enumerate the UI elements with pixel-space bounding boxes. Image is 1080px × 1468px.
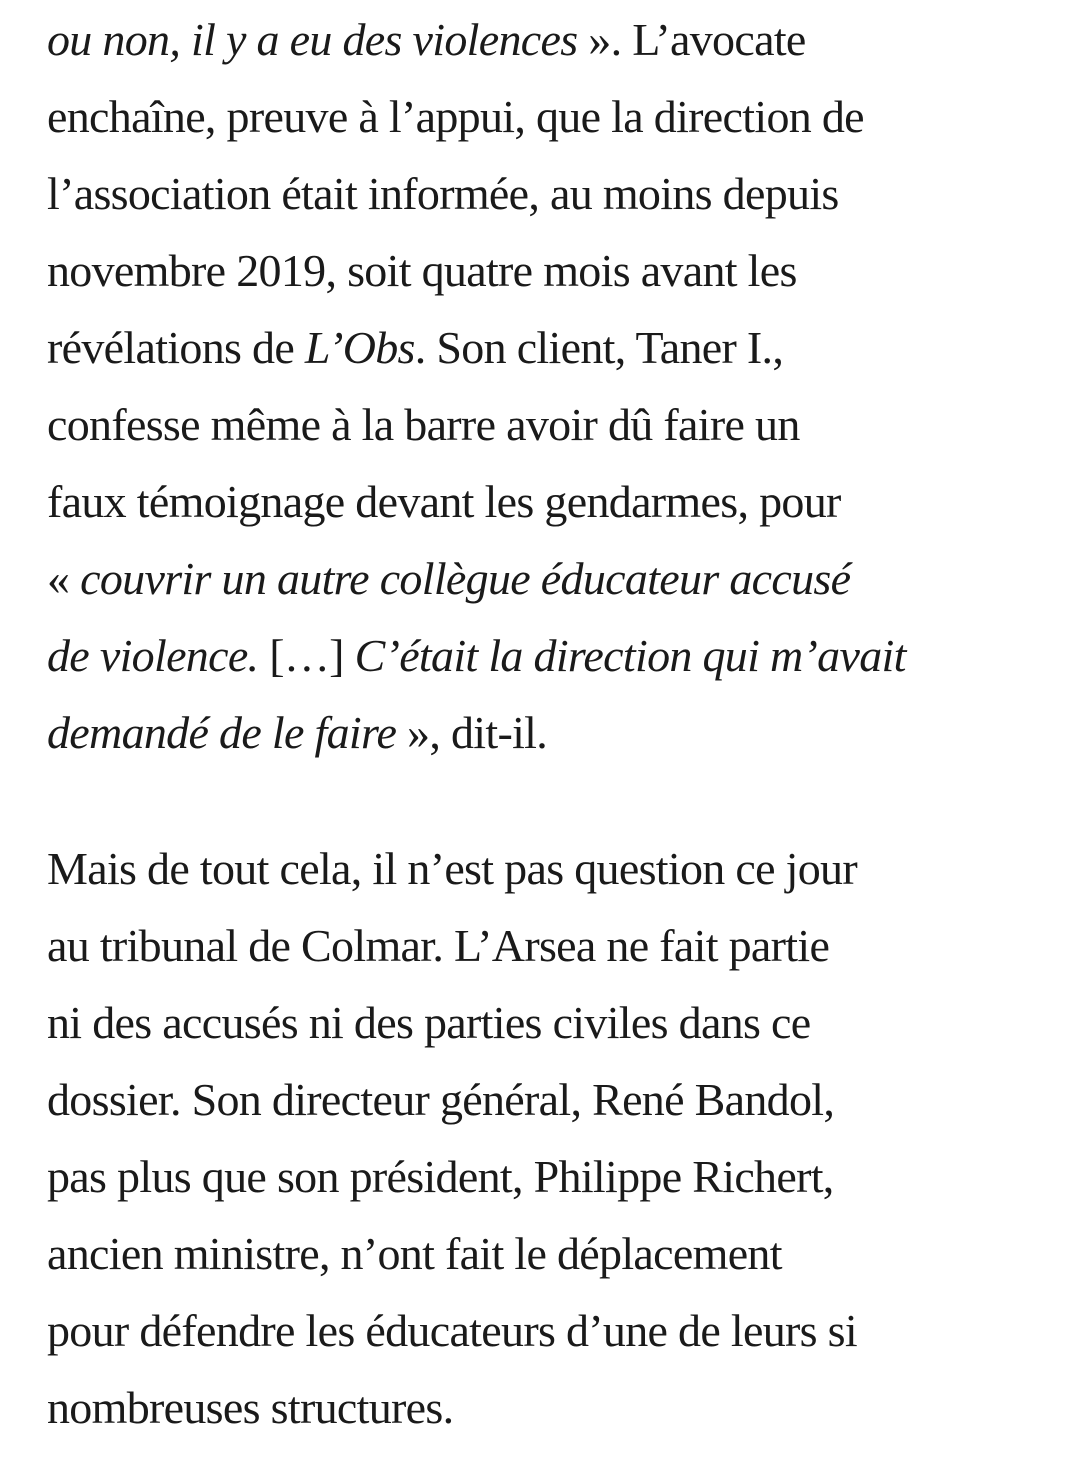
text-line [47,463,1040,540]
italic-quote-text: demandé de le faire [47,707,397,758]
text-line [47,907,1040,984]
text-line [47,386,1040,463]
italic-quote-text: C’était la direction qui m’avait [354,630,906,681]
italic-quote-text: de violence. [47,630,270,681]
text-line [47,1292,1040,1369]
italic-quote-text: couvrir un autre collègue éducateur accusé [80,553,851,604]
text-segment: ». L’avocate [577,14,806,65]
text-segment: ni des accusés ni des parties civiles dans ce [47,997,811,1048]
text-line [47,1,1040,78]
text-line [47,617,1040,694]
text-line [47,540,1040,617]
text-line [47,694,1040,771]
text-line [47,78,1040,155]
text-segment: pour défendre les éducateurs d’une de leurs si [47,1305,857,1356]
text-segment: dossier. Son directeur général, René Bandol, [47,1074,835,1125]
text-segment: « [47,553,81,604]
article-body [47,1,1040,1446]
text-segment: confesse même à la barre avoir dû faire un [47,399,800,450]
text-line [47,1138,1040,1215]
text-segment: l’association était informée, au moins depuis [47,168,839,219]
text-segment: », dit-il. [396,707,548,758]
text-line [47,155,1040,232]
text-line [47,1215,1040,1292]
text-segment: faux témoignage devant les gendarmes, pour [47,476,841,527]
text-segment: pas plus que son président, Philippe Richert, [47,1151,834,1202]
text-line [47,984,1040,1061]
text-segment: novembre 2019, soit quatre mois avant les [47,245,797,296]
text-segment: . Son client, Taner I., [414,322,784,373]
text-line [47,1369,1040,1446]
text-segment: Mais de tout cela, il n’est pas question ce jour [47,843,857,894]
text-segment: […] [269,630,355,681]
text-segment: enchaîne, preuve à l’appui, que la direction de [47,91,864,142]
text-segment: nombreuses structures. [47,1382,454,1433]
text-segment: révélations de [47,322,305,373]
text-segment: au tribunal de Colmar. L’Arsea ne fait partie [47,920,830,971]
paragraph [47,830,1040,1446]
text-segment: ancien ministre, n’ont fait le déplacement [47,1228,782,1279]
text-line [47,232,1040,309]
paragraph [47,1,1040,771]
italic-quote-text: L’Obs [304,322,415,373]
text-line [47,1061,1040,1138]
italic-quote-text: ou non, il y a eu des violences [47,14,578,65]
text-line [47,830,1040,907]
text-line [47,309,1040,386]
